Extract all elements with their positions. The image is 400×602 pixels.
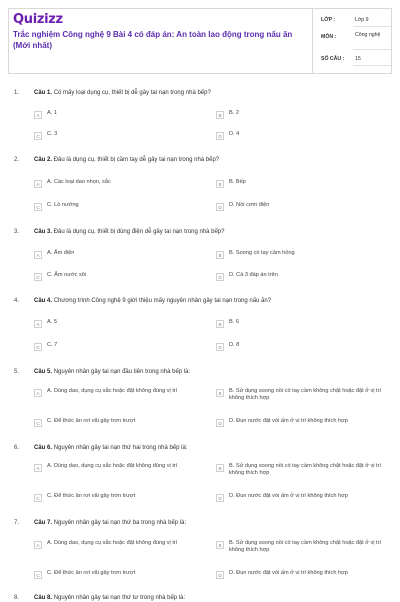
option-text: B. Soong có tay cầm hỏng <box>229 250 295 256</box>
option-b-box[interactable]: B <box>216 251 224 259</box>
question-number: 8. <box>14 595 20 601</box>
answer-option-c[interactable] <box>34 342 199 351</box>
answer-option-d[interactable] <box>216 493 388 502</box>
answer-option-d[interactable] <box>216 570 388 579</box>
option-text: D. Đun nước đặt vòi ấm ở vị trí không thích hợp <box>229 570 348 576</box>
option-a-box[interactable]: A <box>34 251 42 259</box>
option-a-box[interactable]: A <box>34 464 42 472</box>
question-text <box>34 228 384 236</box>
question-label: Câu 6. <box>34 445 53 451</box>
answer-option-c[interactable] <box>34 418 199 427</box>
question-text <box>34 594 384 602</box>
answer-option-a[interactable] <box>34 179 199 188</box>
question-number: 1. <box>14 90 20 96</box>
question-number: 4. <box>14 298 20 304</box>
grade-value: Lớp 9 <box>355 17 369 23</box>
option-c-box[interactable]: C <box>34 571 42 579</box>
option-text: A. Ấm điện <box>47 250 75 256</box>
answer-option-c[interactable] <box>34 272 199 281</box>
answer-option-b[interactable] <box>216 179 388 188</box>
option-text: C. Để thức ăn rơi vãi gây trơn trượt <box>47 570 136 576</box>
option-text: D. Nồi cơm điện <box>229 202 270 208</box>
option-text: D. Đun nước đặt vòi ấm ở vị trí không thích hợp <box>229 493 348 499</box>
option-text: A. Dùng dao, dụng cụ sắc hoặc đặt không đúng vị trí <box>47 463 178 469</box>
question-text <box>34 519 384 527</box>
question-count-value: 15 <box>355 56 361 62</box>
option-text: C. Để thức ăn rơi vãi gây trơn trượt <box>47 493 136 499</box>
question-body: Đâu là dụng cụ, thiết bị cầm tay dễ gây tai nạn trong nhà bếp? <box>53 157 220 163</box>
option-d-box[interactable]: D <box>216 273 224 281</box>
option-text: A. Các loại dao nhọn, sắc <box>47 179 111 185</box>
option-b-box[interactable]: B <box>216 320 224 328</box>
option-b-box[interactable]: B <box>216 464 224 472</box>
option-c-box[interactable]: C <box>34 132 42 140</box>
option-d-box[interactable]: D <box>216 494 224 502</box>
question-number: 3. <box>14 229 20 235</box>
question-label: Câu 7. <box>34 520 53 526</box>
option-d-box[interactable]: D <box>216 203 224 211</box>
answer-option-d[interactable] <box>216 202 388 211</box>
grade-underline <box>353 26 391 27</box>
answer-option-b[interactable] <box>216 540 388 554</box>
question-text <box>34 297 384 305</box>
option-c-box[interactable]: C <box>34 494 42 502</box>
worksheet-header <box>8 8 392 74</box>
question-text <box>34 89 384 97</box>
worksheet-title: Trắc nghiệm Công nghệ 9 Bài 4 có đáp án: An toàn lao động trong nấu ăn (Mới nhất) <box>13 30 293 50</box>
option-text: D. Cả 3 đáp án trên <box>229 272 278 278</box>
question-number: 7. <box>14 520 20 526</box>
question-number: 5. <box>14 369 20 375</box>
option-text: D. 8 <box>229 342 240 348</box>
option-d-box[interactable]: D <box>216 132 224 140</box>
answer-option-b[interactable] <box>216 319 388 328</box>
option-c-box[interactable]: C <box>34 273 42 281</box>
answer-option-d[interactable] <box>216 418 388 427</box>
option-text: A. Dùng dao, dụng cụ sắc hoặc đặt không đúng vị trí <box>47 388 178 394</box>
answer-option-c[interactable] <box>34 493 199 502</box>
subject-label: MÔN : <box>321 34 337 40</box>
option-d-box[interactable]: D <box>216 419 224 427</box>
answer-option-c[interactable] <box>34 131 199 140</box>
option-text: B. Sử dụng soong nồi có tay cầm không chặt hoặc đặt ở vị trí không thích hợp <box>229 540 382 553</box>
option-text: C. Lò nướng <box>47 202 79 208</box>
option-text: A. Dùng dao, dụng cụ sắc hoặc đặt không đúng vị trí <box>47 540 178 546</box>
option-text: B. Bếp <box>229 179 246 185</box>
option-b-box[interactable]: B <box>216 389 224 397</box>
option-text: B. 2 <box>229 110 239 116</box>
option-text: A. 1 <box>47 110 57 116</box>
question-label: Câu 5. <box>34 369 53 375</box>
option-c-box[interactable]: C <box>34 419 42 427</box>
grade-label: LỚP : <box>321 17 336 23</box>
option-a-box[interactable]: A <box>34 541 42 549</box>
answer-option-b[interactable] <box>216 110 388 119</box>
question-label: Câu 4. <box>34 298 53 304</box>
option-text: D. 4 <box>229 131 240 137</box>
option-b-box[interactable]: B <box>216 180 224 188</box>
question-body: Nguyên nhân gây tai nạn thứ ba trong nhà bếp là: <box>53 520 187 526</box>
question-text <box>34 156 384 164</box>
option-a-box[interactable]: A <box>34 180 42 188</box>
subject-value: Công nghệ <box>355 32 381 38</box>
answer-option-a[interactable] <box>34 540 199 549</box>
answer-option-b[interactable] <box>216 250 388 259</box>
question-body: Chương trình Công nghệ 9 giới thiệu mấy nguyên nhân gây tai nạn trong nấu ăn? <box>53 298 272 304</box>
question-text <box>34 444 384 452</box>
answer-option-d[interactable] <box>216 131 388 140</box>
question-body: Nguyên nhân gây tai nạn đầu tiên trong nhà bếp là: <box>53 369 191 375</box>
answer-option-a[interactable] <box>34 463 199 472</box>
answer-option-a[interactable] <box>34 388 199 397</box>
answer-option-b[interactable] <box>216 388 388 402</box>
option-c-box[interactable]: C <box>34 203 42 211</box>
option-b-box[interactable]: B <box>216 541 224 549</box>
question-text <box>34 368 384 376</box>
option-text: B. Sử dụng soong nồi có tay cầm không chặt hoặc đặt ở vị trí không thích hợp <box>229 388 382 401</box>
option-text: C. Ấm nước sôi <box>47 272 87 278</box>
question-body: Nguyên nhân gây tai nạn thứ hai trong nhà bếp là: <box>53 445 188 451</box>
option-text: C. 7 <box>47 342 58 348</box>
answer-option-c[interactable] <box>34 570 199 579</box>
answer-option-b[interactable] <box>216 463 388 477</box>
answer-option-d[interactable] <box>216 272 388 281</box>
option-text: B. 6 <box>229 319 239 325</box>
option-text: D. Đun nước đặt vòi ấm ở vị trí không thích hợp <box>229 418 348 424</box>
answer-option-a[interactable] <box>34 250 199 259</box>
question-number: 2. <box>14 157 20 163</box>
option-text: C. Để thức ăn rơi vãi gây trơn trượt <box>47 418 136 424</box>
option-a-box[interactable]: A <box>34 389 42 397</box>
count-underline <box>353 65 391 66</box>
quizizz-logo: Quizizz <box>13 12 63 27</box>
option-a-box[interactable]: A <box>34 320 42 328</box>
option-d-box[interactable]: D <box>216 571 224 579</box>
answer-option-a[interactable] <box>34 110 199 119</box>
question-body: Đâu là dụng cụ, thiết bị dùng điện dễ gây tai nạn trong nhà bếp? <box>53 229 225 235</box>
answer-option-d[interactable] <box>216 342 388 351</box>
option-c-box[interactable]: C <box>34 343 42 351</box>
option-d-box[interactable]: D <box>216 343 224 351</box>
subject-underline <box>353 49 391 50</box>
question-body: Nguyên nhân gây tai nạn thứ tư trong nhà bếp là: <box>53 595 186 601</box>
option-text: C. 3 <box>47 131 58 137</box>
option-text: B. Sử dụng soong nồi có tay cầm không chặt hoặc đặt ở vị trí không thích hợp <box>229 463 382 476</box>
option-text: A. 5 <box>47 319 57 325</box>
option-a-box[interactable]: A <box>34 111 42 119</box>
answer-option-a[interactable] <box>34 319 199 328</box>
question-label: Câu 1. <box>34 90 53 96</box>
question-label: Câu 3. <box>34 229 53 235</box>
header-divider <box>312 9 313 73</box>
question-label: Câu 2. <box>34 157 53 163</box>
question-count-label: SỐ CÂU : <box>321 56 345 62</box>
question-body: Có mấy loại dụng cụ, thiết bị dễ gây tai nạn trong nhà bếp? <box>53 90 211 96</box>
question-label: Câu 8. <box>34 595 53 601</box>
answer-option-c[interactable] <box>34 202 199 211</box>
option-b-box[interactable]: B <box>216 111 224 119</box>
question-number: 6. <box>14 445 20 451</box>
